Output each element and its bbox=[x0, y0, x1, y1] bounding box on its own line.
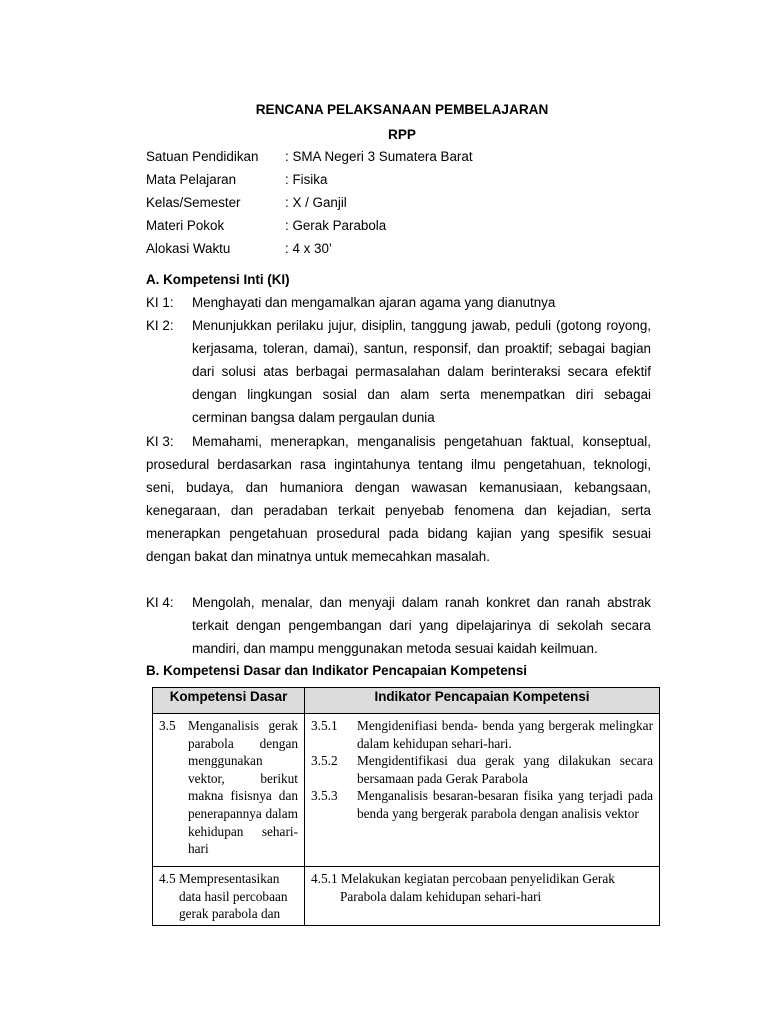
identity-label: Mata Pelajaran bbox=[146, 172, 237, 187]
identity-value: : 4 x 30’ bbox=[285, 241, 332, 256]
kd-text: Mempresentasikan data hasil percobaan gerak parabola dan bbox=[178, 871, 288, 922]
document-subtitle: RPP bbox=[388, 127, 416, 142]
ki-code: KI 1: bbox=[146, 295, 174, 310]
section-b-heading: B. Kompetensi Dasar dan Indikator Pencapaian Kompetensi bbox=[146, 663, 527, 678]
kd-cell bbox=[153, 867, 305, 926]
table-row bbox=[153, 714, 660, 867]
identity-value: : SMA Negeri 3 Sumatera Barat bbox=[285, 149, 473, 164]
column-header-kd: Kompetensi Dasar bbox=[153, 688, 305, 714]
ki-item bbox=[146, 314, 651, 429]
ki-text: Menunjukkan perilaku jujur, disiplin, tanggung jawab, peduli (gotong royong, kerjasama, toleran, damai), santun, responsif, dan proaktif; sebagai bagian dari solusi atas berbagai permasalahan dalam berinteraksi secara efektif dengan lingkungan sosial dan alam serta menempatkan diri sebagai cerminan bangsa dalam pergaulan dunia bbox=[192, 318, 651, 426]
indicator-text: Mengidenifiasi benda- benda yang bergerak melingkar dalam kehidupan sehari-hari. bbox=[357, 718, 653, 751]
ki-item bbox=[146, 291, 651, 314]
ki-code: KI 4: bbox=[146, 595, 174, 610]
table-header-row bbox=[153, 688, 660, 714]
kd-cell bbox=[153, 714, 305, 867]
indicator-entry bbox=[311, 752, 653, 787]
document-title: RENCANA PELAKSANAAN PEMBELAJARAN bbox=[255, 102, 549, 117]
indicator-number: 4.5.1 bbox=[311, 871, 338, 886]
identity-label: Satuan Pendidikan bbox=[146, 149, 259, 164]
ki-code: KI 3: bbox=[146, 434, 174, 449]
table-row bbox=[153, 867, 660, 926]
ki-text: Memahami, menerapkan, menganalisis pengetahuan faktual, konseptual, prosedural berdasarkan rasa ingintahunya tentang ilmu pengetahuan, teknologi, seni, budaya, dan humaniora dengan wawasan kemanusiaan, kebangsaan, kenegaraan, dan peradaban terkait penyebab fenomena dan kejadian, serta menerapkan pengetahuan prosedural pada bidang kajian yang spesifik sesuai dengan bakat dan minatnya untuk memecahkan masalah. bbox=[146, 434, 651, 565]
indicator-cell bbox=[305, 867, 660, 926]
kd-entry bbox=[159, 870, 298, 923]
identity-value: : Gerak Parabola bbox=[285, 218, 387, 233]
ki-text: Menghayati dan mengamalkan ajaran agama yang dianutnya bbox=[192, 295, 556, 310]
indicator-text: Melakukan kegiatan percobaan penyelidikan Gerak Parabola dalam kehidupan sehari-hari bbox=[340, 871, 615, 904]
kd-number: 3.5 bbox=[159, 718, 176, 733]
identity-label: Kelas/Semester bbox=[146, 195, 241, 210]
kd-text: Menganalisis gerak parabola dengan menggunakan vektor, berikut makna fisisnya dan penerapannya dalam kehidupan sehari-hari bbox=[188, 718, 298, 857]
competency-table bbox=[152, 687, 660, 926]
ki-item bbox=[146, 430, 651, 569]
section-a-heading: A. Kompetensi Inti (KI) bbox=[146, 272, 290, 287]
indicator-cell bbox=[305, 714, 660, 867]
indicator-number: 3.5.3 bbox=[311, 788, 338, 804]
identity-value: : Fisika bbox=[285, 172, 328, 187]
indicator-text: Menganalisis besaran-besaran fisika yang terjadi pada benda yang bergerak parabola dengan analisis vektor bbox=[357, 788, 653, 821]
identity-value: : X / Ganjil bbox=[285, 195, 347, 210]
indicator-entry bbox=[311, 787, 653, 822]
indicator-entry bbox=[311, 717, 653, 752]
identity-label: Alokasi Waktu bbox=[146, 241, 231, 256]
ki-item bbox=[146, 591, 651, 660]
indicator-entry bbox=[311, 870, 653, 905]
identity-label: Materi Pokok bbox=[146, 218, 225, 233]
ki-code: KI 2: bbox=[146, 318, 174, 333]
indicator-number: 3.5.2 bbox=[311, 753, 338, 769]
indicator-text: Mengidentifikasi dua gerak yang dilakukan secara bersamaan pada Gerak Parabola bbox=[357, 753, 653, 786]
column-header-indicator: Indikator Pencapaian Kompetensi bbox=[305, 688, 660, 714]
ki-text: Mengolah, menalar, dan menyaji dalam ranah konkret dan ranah abstrak terkait dengan pengembangan dari yang dipelajarinya di sekolah secara mandiri, dan mampu menggunakan metoda sesuai kaidah keilmuan. bbox=[192, 595, 651, 657]
indicator-number: 3.5.1 bbox=[311, 718, 338, 733]
kd-number: 4.5 bbox=[159, 871, 176, 886]
kd-entry bbox=[159, 717, 298, 858]
